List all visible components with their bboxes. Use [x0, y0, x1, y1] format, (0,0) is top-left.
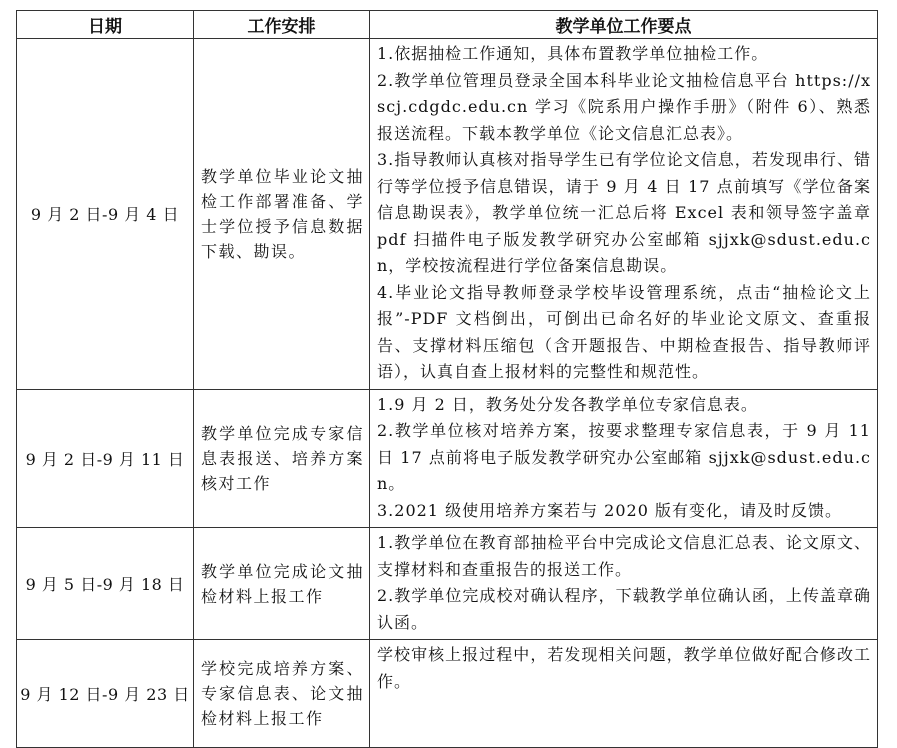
row-task: 教学单位完成论文抽检材料上报工作	[194, 528, 370, 640]
point-item: 1.依据抽检工作通知，具体布置教学单位抽检工作。	[377, 44, 769, 63]
point-item: 2.教学单位完成校对确认程序，下载教学单位确认函，上传盖章确认函。	[377, 586, 871, 632]
row-points	[370, 640, 878, 748]
table-header	[17, 11, 878, 39]
point-item: 2.教学单位管理员登录全国本科毕业论文抽检信息平台 https://xscj.cdgdc.edu.cn 学习《院系用户操作手册》（附件 6）、熟悉报送流程。下载本教学单位《论文信息汇总表》。	[377, 70, 871, 143]
header-task: 工作安排	[194, 11, 370, 39]
point-item: 2.教学单位核对培养方案，按要求整理专家信息表，于 9 月 11 日 17 点前将电子版发教学研究办公室邮箱 sjjxk@sdust.edu.cn。	[377, 421, 871, 493]
row-task: 教学单位毕业论文抽检工作部署准备、学士学位授予信息数据下载、勘误。	[194, 39, 370, 390]
point-item: 4.毕业论文指导教师登录学校毕设管理系统，点击“抽检论文上报”-PDF 文档倒出，可倒出已命名好的毕业论文原文、查重报告、支撑材料压缩包（含开题报告、中期检查报告、指导教师评语），认真自查上报材料的完整性和规范性。	[377, 282, 871, 381]
table-row	[17, 389, 878, 528]
point-item: 3.2021 级使用培养方案若与 2020 版有变化，请及时反馈。	[377, 500, 842, 520]
row-points	[370, 389, 878, 528]
row-points	[370, 528, 878, 640]
table-row	[17, 39, 878, 390]
table-body	[17, 39, 878, 748]
header-row	[17, 11, 878, 39]
point-item: 1.9 月 2 日，教务处分发各教学单位专家信息表。	[377, 394, 758, 414]
schedule-table	[16, 10, 878, 748]
row-date: 9 月 5 日-9 月 18 日	[17, 528, 194, 640]
table-row	[17, 640, 878, 748]
header-date: 日期	[17, 11, 194, 39]
row-date: 9 月 2 日-9 月 4 日	[17, 39, 194, 390]
point-item: 学校审核上报过程中，若发现相关问题，教学单位做好配合修改工作。	[377, 645, 871, 691]
row-date: 9 月 2 日-9 月 11 日	[17, 389, 194, 528]
header-points: 教学单位工作要点	[370, 11, 878, 39]
point-item: 1.教学单位在教育部抽检平台中完成论文信息汇总表、论文原文、支撑材料和查重报告的报送工作。	[377, 533, 871, 579]
row-points	[370, 39, 878, 390]
table-row	[17, 528, 878, 640]
row-task: 学校完成培养方案、专家信息表、论文抽检材料上报工作	[194, 640, 370, 748]
row-task: 教学单位完成专家信息表报送、培养方案核对工作	[194, 389, 370, 528]
point-item: 3.指导教师认真核对指导学生已有学位论文信息，若发现串行、错行等学位授予信息错误，请于 9 月 4 日 17 点前填写《学位备案信息勘误表》，教学单位统一汇总后将 Excel 表和领导签字盖章 pdf 扫描件电子版发教学研究办公室邮箱 sjjxk@sdust.edu.cn，学校按流程进行学位备案信息勘误。	[377, 150, 871, 275]
row-date: 9 月 12 日-9 月 23 日	[17, 640, 194, 748]
